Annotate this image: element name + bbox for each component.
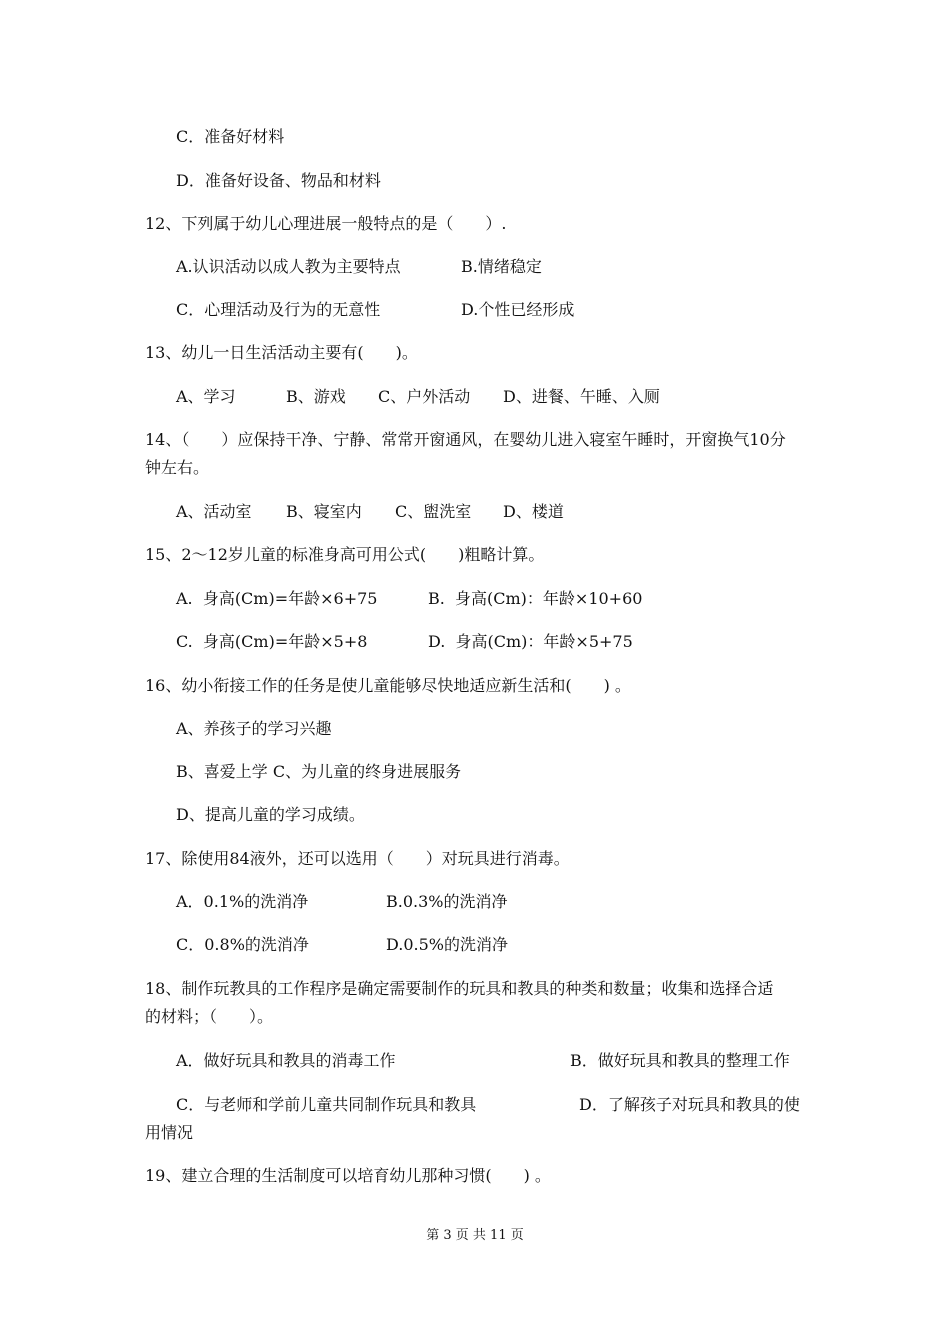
q15-option-d: D. 身高(Cm)：年龄×5+75 — [428, 632, 633, 651]
q13-option-a: A、学习 — [176, 387, 236, 406]
q17-option-b: B.0.3%的洗消净 — [386, 892, 508, 911]
q18-option-d-continued: 用情况 — [145, 1123, 194, 1142]
q14-option-a: A、活动室 — [176, 502, 252, 521]
q12-option-d: D.个性已经形成 — [461, 300, 575, 319]
question-17: 17、除使用84液外，还可以选用（ ）对玩具进行消毒。 — [145, 849, 570, 868]
question-14-line2: 钟左右。 — [145, 458, 210, 477]
q14-option-d: D、楼道 — [503, 502, 564, 521]
q17-option-d: D.0.5%的洗消净 — [386, 935, 508, 954]
q15-option-c: C. 身高(Cm)=年龄×5+8 — [176, 632, 368, 651]
question-19: 19、建立合理的生活制度可以培育幼儿那种习惯( ) 。 — [145, 1166, 551, 1185]
q14-option-c: C、盥洗室 — [395, 502, 472, 521]
q17-option-a: A．0.1%的洗消净 — [176, 892, 309, 911]
q12-option-c: C．心理活动及行为的无意性 — [176, 300, 381, 319]
question-18-line2: 的材料；（ ）。 — [145, 1007, 274, 1026]
question-15: 15、2～12岁儿童的标准身高可用公式( )粗略计算。 — [145, 545, 545, 564]
q16-option-bc: B、喜爱上学 C、为儿童的终身进展服务 — [176, 762, 462, 781]
option-d: D．准备好设备、物品和材料 — [176, 171, 381, 190]
q16-option-a: A、养孩子的学习兴趣 — [176, 719, 332, 738]
q18-option-c: C．与老师和学前儿童共同制作玩具和教具 — [176, 1095, 477, 1114]
page-footer: 第 3 页 共 11 页 — [426, 1228, 524, 1243]
q15-option-a: A. 身高(Cm)=年龄×6+75 — [176, 589, 378, 608]
q17-option-c: C．0.8%的洗消净 — [176, 935, 309, 954]
question-14-line1: 14、（ ）应保持干净、宁静、常常开窗通风，在婴幼儿进入寝室午睡时，开窗换气10分 — [145, 430, 786, 449]
q15-option-b: B. 身高(Cm)：年龄×10+60 — [428, 589, 643, 608]
q14-option-b: B、寝室内 — [286, 502, 362, 521]
q12-option-a: A.认识活动以成人教为主要特点 — [176, 257, 401, 276]
q13-option-c: C、户外活动 — [378, 387, 471, 406]
q13-option-b: B、游戏 — [286, 387, 346, 406]
question-12: 12、下列属于幼儿心理进展一般特点的是（ ）. — [145, 214, 507, 233]
q18-option-b: B．做好玩具和教具的整理工作 — [570, 1051, 790, 1070]
q12-option-b: B.情绪稳定 — [461, 257, 542, 276]
question-13: 13、幼儿一日生活活动主要有( )。 — [145, 343, 418, 362]
q13-option-d: D、进餐、午睡、入厕 — [503, 387, 660, 406]
q16-option-d: D、提高儿童的学习成绩。 — [176, 805, 365, 824]
q18-option-a: A．做好玩具和教具的消毒工作 — [176, 1051, 396, 1070]
question-18-line1: 18、制作玩教具的工作程序是确定需要制作的玩具和教具的种类和数量；收集和选择合适 — [145, 979, 774, 998]
option-c: C．准备好材料 — [176, 127, 285, 146]
q18-option-d: D．了解孩子对玩具和教具的使 — [579, 1095, 800, 1114]
question-16: 16、幼小衔接工作的任务是使儿童能够尽快地适应新生活和( ) 。 — [145, 676, 631, 695]
